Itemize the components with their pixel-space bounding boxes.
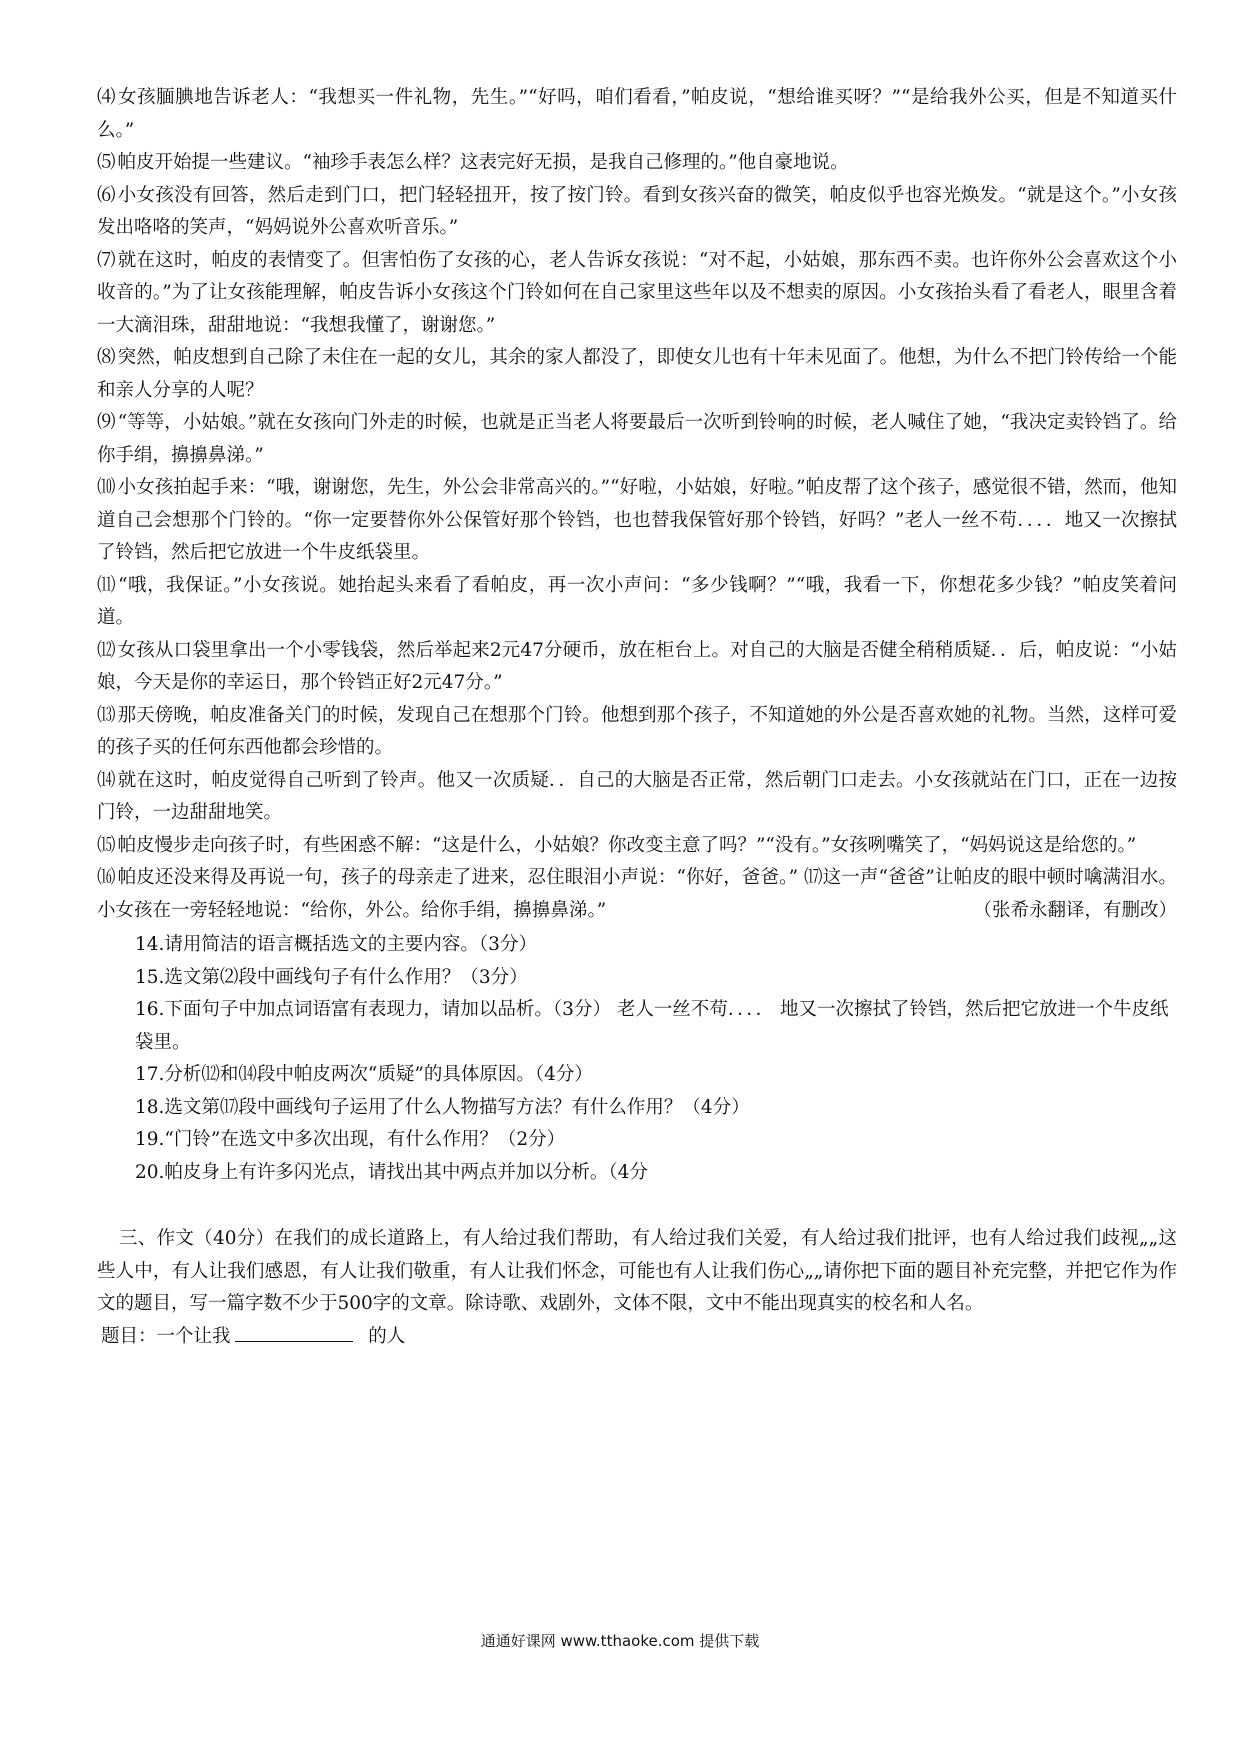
question-item: 20.帕皮身上有许多闪光点，请找出其中两点并加以分析。（4分 bbox=[135, 1161, 648, 1183]
paragraph-text: 就在这时，帕皮的表情变了。但害怕伤了女孩的心，老人告诉女孩说：“对不起，小姑娘，那东西不卖。也许你外公会喜欢这个小收音的。”为了让女孩能理解，帕皮告诉小女孩这个门铃如何在自己家里这些年以及不想卖的原因。小女孩抬头看了看老人，眼里含着一大滴泪珠，甜甜地说：“我想我懂了，谢谢您。” bbox=[97, 249, 1177, 336]
paragraph-number: ⑽ bbox=[97, 477, 116, 498]
question-item: 15.选文第⑵段中画线句子有什么作用？（3分） bbox=[135, 966, 528, 988]
paragraph-number: ⒂ bbox=[97, 834, 116, 856]
paragraph-text: “哦，我保证。”小女孩说。她抬起头来看了看帕皮，再一次小声问：“多少钱啊？”“哦，我看一下，你想花多少钱？”帕皮笑着问道。 bbox=[97, 574, 1177, 628]
paragraph-text: 女孩从口袋里拿出一个小零钱袋，然后举起来2元47分硬币，放在柜台上。对自己的大脑是否健全稍稍质疑．．后，帕皮说：“小姑娘，今天是你的幸运日，那个铃铛正好2元47分。” bbox=[97, 639, 1177, 693]
paragraph-number: ⑸ bbox=[97, 152, 116, 173]
essay-prompt: 三、作文（40分）在我们的成长道路上，有人给过我们帮助，有人给过我们关爱，有人给过我们批评，也有人给过我们歧视„„这些人中，有人让我们感恩，有人让我们敬重，有人让我们怀念，可能也有人让我们伤心„„请你把下面的题目补充完整，并把它作为作文的题目，写一篇字数不少于500字的文章。除诗歌、戏剧外，文体不限，文中不能出现真实的校名和人名。 bbox=[97, 1228, 1177, 1314]
paragraph-text: 突然，帕皮想到自己除了未住在一起的女儿，其余的家人都没了，即使女儿也有十年未见面了。他想，为什么不把门铃传给一个能和亲人分享的人呢？ bbox=[97, 347, 1177, 401]
paragraph-number: ⑿ bbox=[97, 639, 116, 661]
essay-title-blank[interactable] bbox=[235, 1321, 353, 1342]
story-paragraph bbox=[97, 635, 1177, 700]
story-paragraph bbox=[97, 82, 1177, 147]
paragraph-text: 帕皮还没来得及再说一句，孩子的母亲走了进来，忍住眼泪小声说：“你好，爸爸。” ⒄这一声“爸爸”让帕皮的眼中顿时噙满泪水。小女孩在一旁轻轻地说：“给你，外公。给你手绢，擤擤鼻涕。” bbox=[97, 867, 1177, 921]
story-paragraph bbox=[97, 180, 1177, 245]
question-item: 19.“门铃”在选文中多次出现，有什么作用？（2分） bbox=[135, 1129, 566, 1150]
question-item: 17.分析⑿和⒁段中帕皮两次“质疑”的具体原因。（4分） bbox=[135, 1064, 593, 1085]
essay-title-line bbox=[97, 1321, 1177, 1354]
paragraph-number: ⒃ bbox=[97, 867, 116, 888]
paragraph-number: ⑾ bbox=[97, 574, 117, 596]
paragraph-text: 小女孩拍起手来：“哦，谢谢您，先生，外公会非常高兴的。”“好啦，小姑娘，好啦。”帕皮帮了这个孩子，感觉很不错，然而，他知道自己会想那个门铃的。“你一定要替你外公保管好那个铃铛，也也替我保管好那个铃铛，好吗？”老人一丝不苟．．．．地又一次擦拭了铃铛，然后把它放进一个牛皮纸袋里。 bbox=[97, 477, 1177, 563]
paragraph-text: 女孩腼腆地告诉老人：“我想买一件礼物，先生。”“好吗，咱们看看，”帕皮说，“想给谁买呀？”“是给我外公买，但是不知道买什么。” bbox=[97, 87, 1177, 141]
translation-credit: （张希永翻译，有删改） bbox=[973, 899, 1177, 921]
paragraph-number: ⑺ bbox=[97, 249, 116, 271]
story-paragraph bbox=[97, 830, 1177, 863]
question-item: 14.请用简洁的语言概括选文的主要内容。（3分） bbox=[135, 934, 537, 955]
paragraph-number: ⑼ bbox=[97, 412, 116, 433]
page-footer: 通通好课网 www.tthaoke.com 提供下载 bbox=[480, 1632, 760, 1650]
essay-title-prefix: 题目：一个让我 bbox=[101, 1325, 231, 1347]
essay-title-suffix: 的人 bbox=[368, 1325, 406, 1347]
story-paragraph bbox=[97, 700, 1177, 765]
document-body bbox=[97, 82, 1177, 1353]
story-paragraph bbox=[97, 862, 1177, 927]
question-list bbox=[97, 929, 1177, 1189]
paragraph-text: “等等，小姑娘。”就在女孩向门外走的时候，也就是正当老人将要最后一次听到铃响的时候，老人喊住了她，“我决定卖铃铛了。给你手绢，擤擤鼻涕。” bbox=[97, 412, 1177, 466]
story-paragraph bbox=[97, 407, 1177, 472]
paragraph-number: ⒁ bbox=[97, 769, 116, 791]
paragraph-text: 就在这时，帕皮觉得自己听到了铃声。他又一次质疑．．自己的大脑是否正常，然后朝门口走去。小女孩就站在门口，正在一边按门铃，一边甜甜地笑。 bbox=[97, 769, 1177, 823]
paragraph-number: ⑹ bbox=[97, 184, 116, 206]
question-item: 18.选文第⒄段中画线句子运用了什么人物描写方法？有什么作用？（4分） bbox=[135, 1096, 750, 1118]
paragraph-text: 帕皮慢步走向孩子时，有些困惑不解：“这是什么，小姑娘？你改变主意了吗？”“没有。”女孩咧嘴笑了，“妈妈说这是给您的。” bbox=[117, 834, 1137, 856]
story-paragraph bbox=[97, 342, 1177, 407]
story-paragraph bbox=[97, 765, 1177, 830]
story-paragraph bbox=[97, 245, 1177, 343]
paragraph-number: ⑻ bbox=[97, 347, 116, 368]
paragraph-text: 那天傍晚，帕皮准备关门的时候，发现自己在想那个门铃。他想到那个孩子，不知道她的外公是否喜欢她的礼物。当然，这样可爱的孩子买的任何东西他都会珍惜的。 bbox=[97, 704, 1177, 758]
story-paragraphs bbox=[97, 82, 1177, 927]
paragraph-number: ⑷ bbox=[97, 87, 117, 108]
paragraph-text: 帕皮开始提一些建议。“袖珍手表怎么样？这表完好无损，是我自己修理的。”他自豪地说。 bbox=[117, 152, 849, 173]
story-paragraph bbox=[97, 570, 1177, 635]
paragraph-number: ⒀ bbox=[97, 704, 116, 726]
story-paragraph bbox=[97, 472, 1177, 570]
question-item: 16.下面句子中加点词语富有表现力，请加以品析。（3分） 老人一丝不苟．．．． 地又一次擦拭了铃铛，然后把它放进一个牛皮纸袋里。 bbox=[135, 999, 1169, 1053]
story-paragraph bbox=[97, 147, 1177, 180]
paragraph-text: 小女孩没有回答，然后走到门口，把门轻轻扭开，按了按门铃。看到女孩兴奋的微笑，帕皮似乎也容光焕发。“就是这个。”小女孩发出咯咯的笑声，“妈妈说外公喜欢听音乐。” bbox=[97, 184, 1177, 238]
